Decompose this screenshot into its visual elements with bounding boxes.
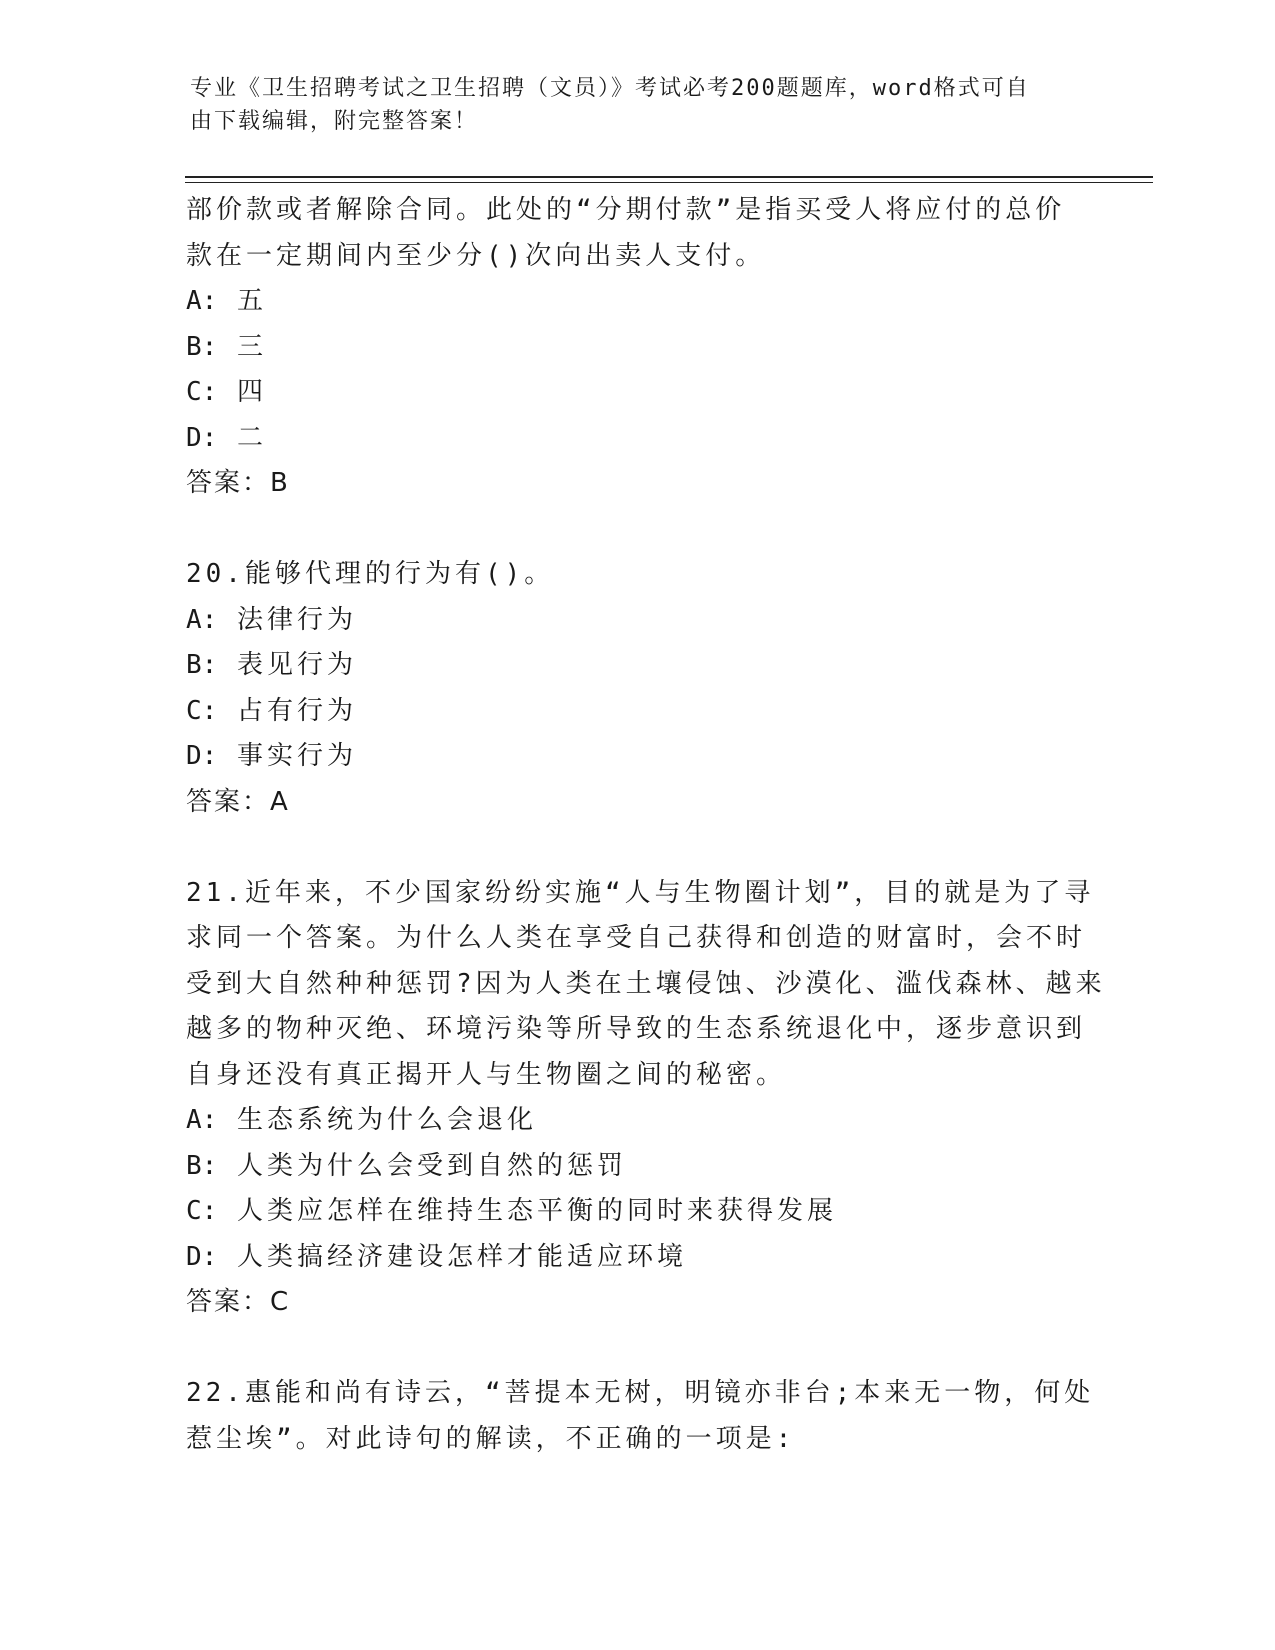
answer-line: 答案：C: [186, 1287, 291, 1317]
option-text: 表见行为: [236, 650, 357, 680]
option-text: 占有行为: [236, 695, 357, 726]
option-b: [186, 643, 1086, 689]
spacer: [186, 825, 1086, 871]
option-letter: C:: [186, 377, 218, 407]
option-b: [186, 325, 1086, 371]
page-header: [190, 72, 1070, 138]
header-divider-thin: [185, 182, 1153, 183]
option-a: [186, 598, 1086, 644]
question-19: [186, 188, 1086, 507]
option-text: 人类搞经济建设怎样才能适应环境: [236, 1241, 687, 1272]
option-text: 人类为什么会受到自然的惩罚: [236, 1150, 627, 1181]
option-letter: C:: [186, 1196, 218, 1226]
question-text-line: 款在一定期间内至少分()次向出卖人支付。: [186, 240, 766, 271]
option-a: [186, 279, 1086, 325]
option-letter: A:: [186, 604, 218, 635]
option-letter: D:: [186, 422, 218, 453]
question-text-line: 22.惠能和尚有诗云，“菩提本无树，明镜亦非台;本来无一物，何处: [186, 1378, 1095, 1408]
option-d: [186, 416, 1086, 462]
question-text-line: 惹尘埃”。对此诗句的解读，不正确的一项是:: [186, 1423, 796, 1454]
spacer: [186, 1326, 1086, 1372]
question-text-line: 受到大自然种种惩罚?因为人类在土壤侵蚀、沙漠化、滥伐森林、越来: [186, 968, 1106, 999]
question-21: [186, 871, 1106, 1326]
option-c: [186, 689, 1086, 735]
option-text: 二: [236, 422, 267, 453]
header-line-2: 由下载编辑，附完整答案！: [190, 109, 479, 134]
option-letter: D:: [186, 1241, 218, 1272]
option-letter: A:: [186, 286, 218, 316]
option-letter: B:: [186, 1150, 218, 1181]
option-text: 人类应怎样在维持生态平衡的同时来获得发展: [236, 1196, 837, 1226]
answer-line: 答案：B: [186, 468, 290, 498]
document-body: [186, 188, 1106, 1462]
option-letter: B:: [186, 331, 218, 362]
option-letter: D:: [186, 741, 218, 771]
option-text: 三: [236, 331, 267, 362]
question-text-line: 求同一个答案。为什么人类在享受自己获得和创造的财富时，会不时: [186, 923, 1087, 953]
question-text-line: 越多的物种灭绝、环境污染等所导致的生态系统退化中，逐步意识到: [186, 1014, 1087, 1044]
question-text-line: 自身还没有真正揭开人与生物圈之间的秘密。: [186, 1059, 787, 1090]
question-text-line: 21.近年来，不少国家纷纷实施“人与生物圈计划”，目的就是为了寻: [186, 877, 1095, 908]
option-text: 五: [236, 286, 267, 316]
option-c: [186, 370, 1086, 416]
option-d: [186, 1235, 1086, 1281]
question-22: [186, 1371, 1095, 1462]
header-divider-thick: [185, 176, 1153, 178]
question-text-line: 部价款或者解除合同。此处的“分期付款”是指买受人将应付的总价: [186, 195, 1066, 225]
option-d: [186, 734, 1086, 780]
header-line-1: 专业《卫生招聘考试之卫生招聘（文员）》考试必考200题题库，word格式可自: [190, 76, 1030, 101]
spacer: [186, 507, 1086, 553]
option-letter: A:: [186, 1105, 218, 1135]
option-text: 事实行为: [236, 741, 357, 771]
option-c: [186, 1189, 1086, 1235]
question-20: [186, 552, 1086, 825]
option-b: [186, 1144, 1086, 1190]
option-letter: B:: [186, 650, 218, 680]
option-text: 四: [236, 377, 267, 407]
question-text-line: 20.能够代理的行为有()。: [186, 559, 555, 589]
option-a: [186, 1098, 1086, 1144]
option-text: 法律行为: [236, 604, 357, 635]
option-text: 生态系统为什么会退化: [236, 1105, 537, 1135]
answer-line: 答案：A: [186, 786, 290, 817]
option-letter: C:: [186, 695, 218, 726]
